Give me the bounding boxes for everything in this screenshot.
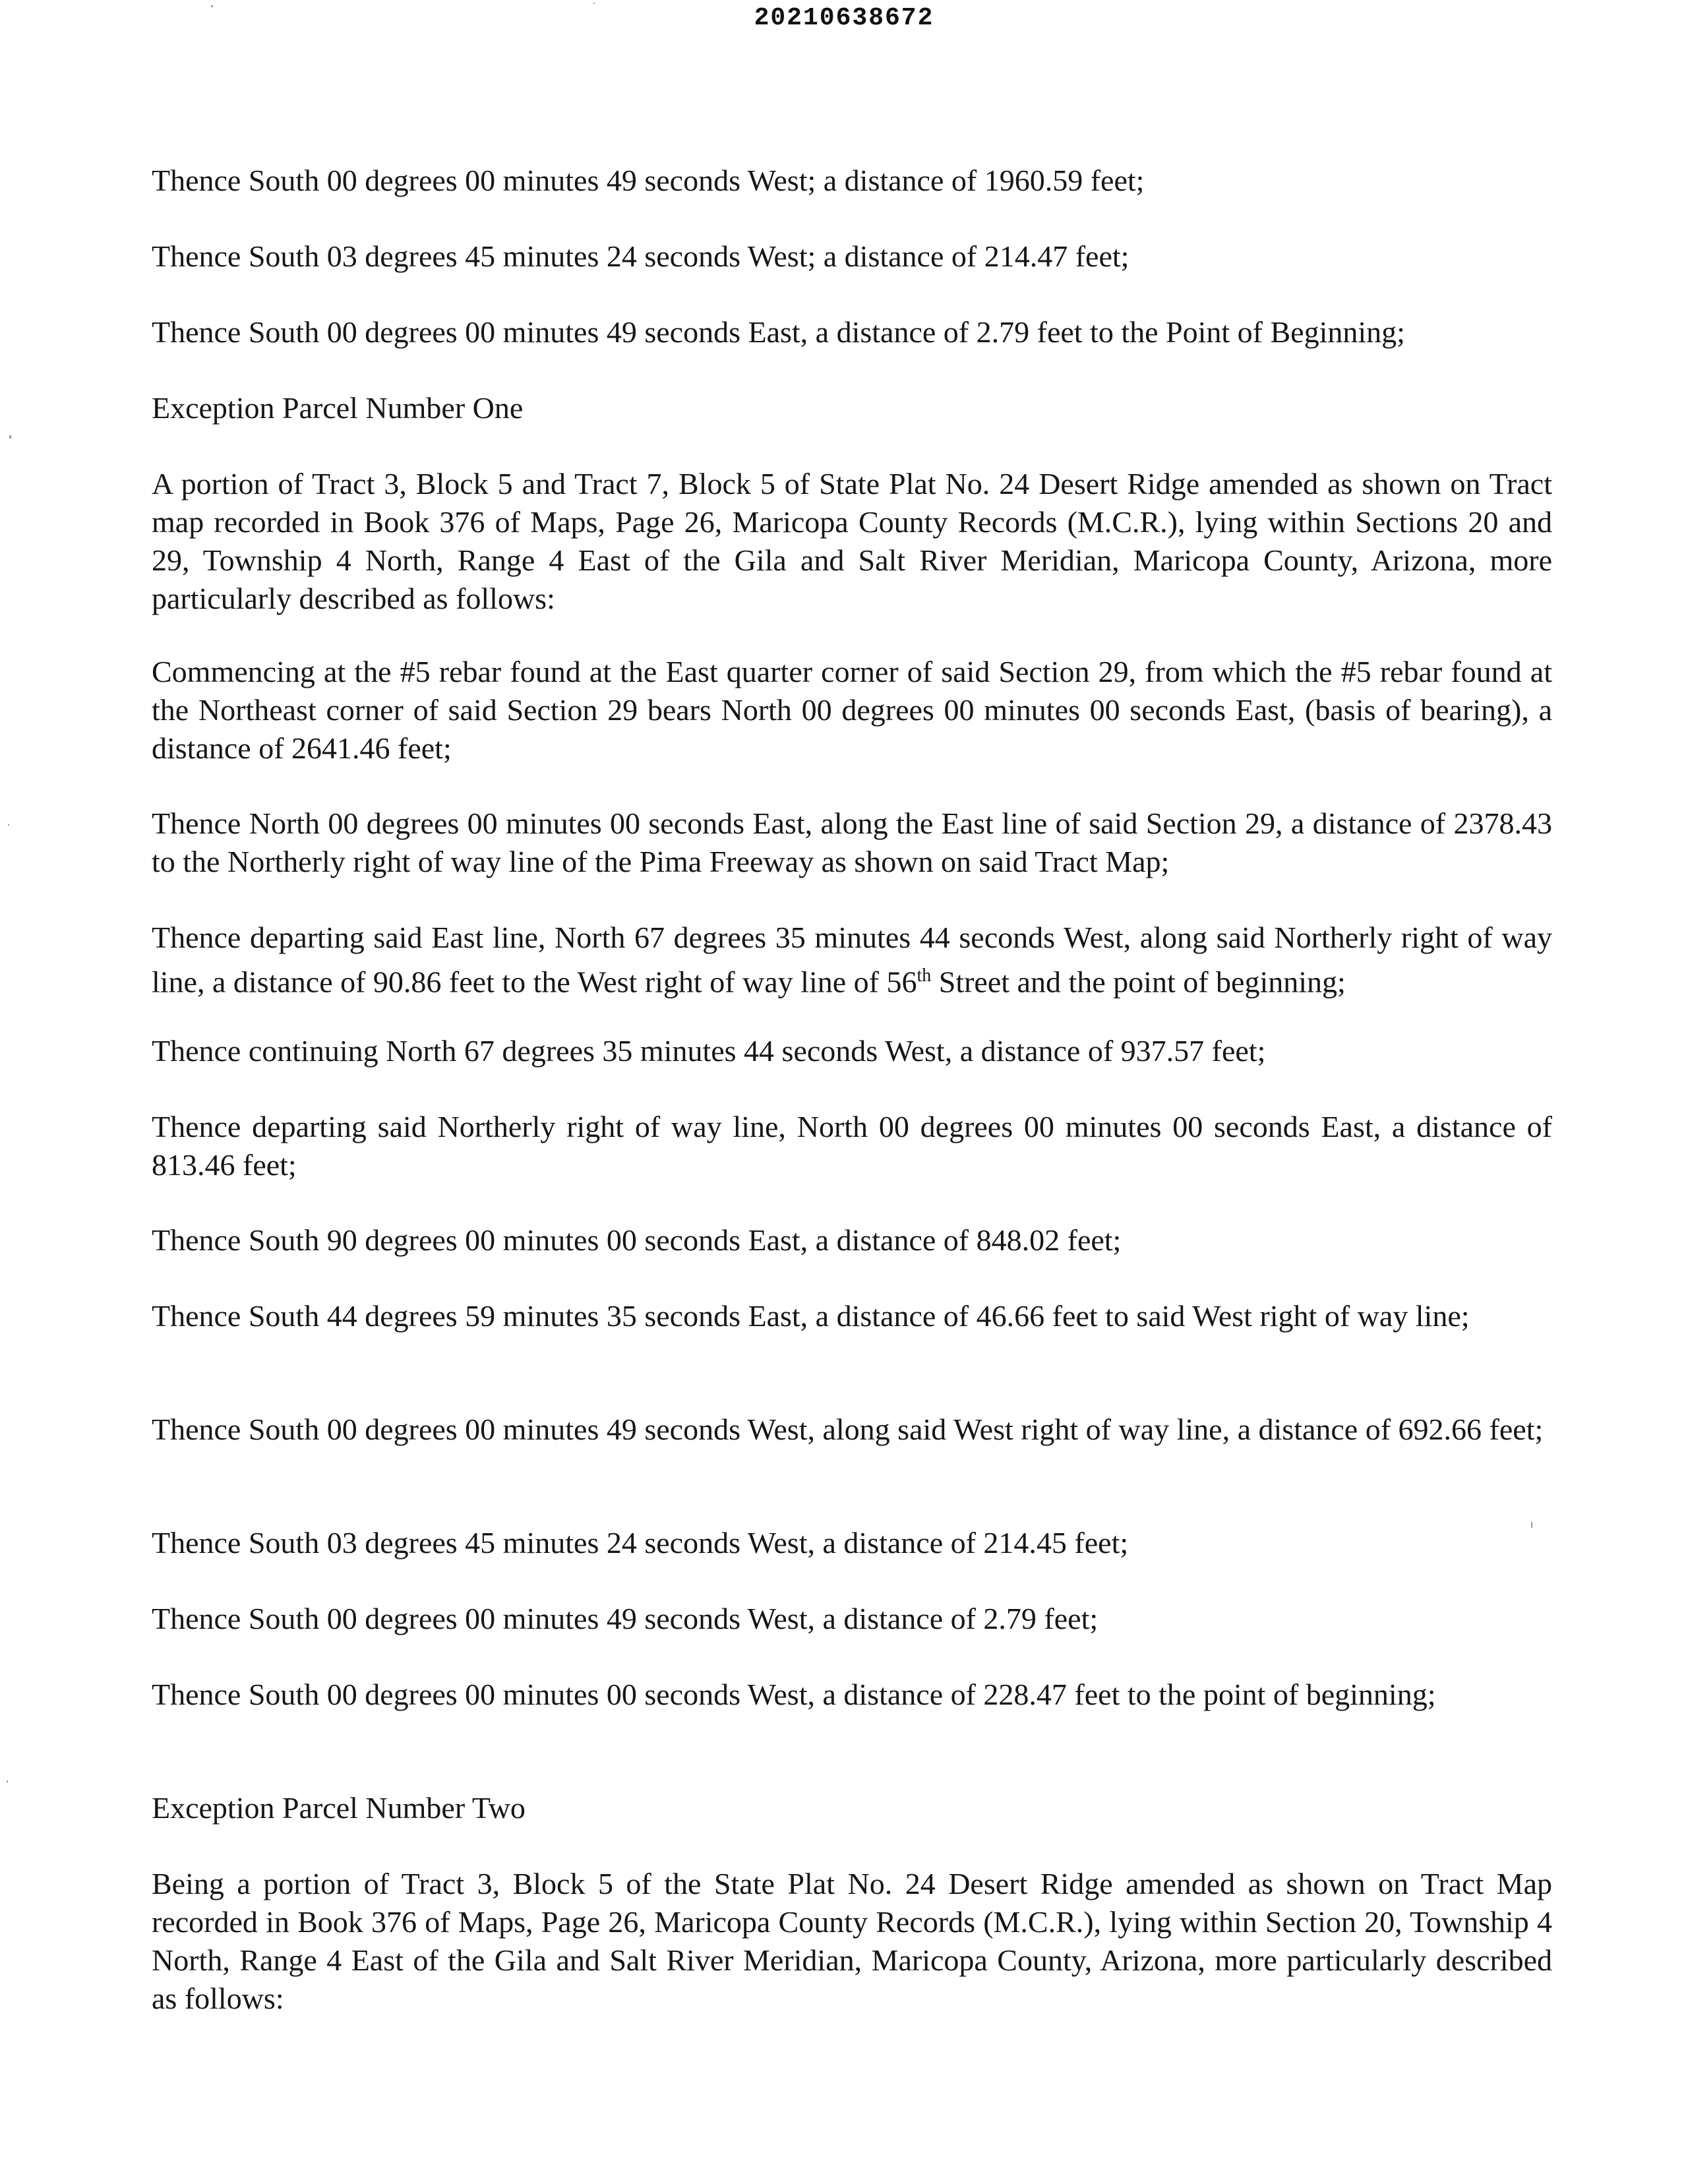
course-paragraph: Thence South 00 degrees 00 minutes 49 seconds West; a distance of 1960.59 feet;: [152, 164, 1145, 197]
course-paragraph: Thence South 03 degrees 45 minutes 24 seconds West, a distance of 214.45 feet;: [152, 1526, 1129, 1560]
exception-parcel-two-heading: Exception Parcel Number Two: [152, 1791, 526, 1825]
course-paragraph: Thence North 00 degrees 00 minutes 00 seconds East, along the East line of said Section 29, a distance of 2378.43 to the Northerly right of way line of the Pima Freeway as shown on said Tract Map;: [152, 806, 1552, 878]
recording-number: 20210638672: [754, 4, 934, 32]
course-paragraph: Thence South 03 degrees 45 minutes 24 seconds West; a distance of 214.47 feet;: [152, 239, 1130, 273]
scan-speck: [211, 5, 213, 7]
course-paragraph: Thence continuing North 67 degrees 35 minutes 44 seconds West, a distance of 937.57 feet;: [152, 1034, 1266, 1068]
course-paragraph: Thence South 00 degrees 00 minutes 49 seconds West, along said West right of way line, a distance of 692.66 feet;: [152, 1412, 1544, 1446]
course-paragraph: Thence South 90 degrees 00 minutes 00 seconds East, a distance of 848.02 feet;: [152, 1223, 1122, 1257]
ordinal-suffix: th: [917, 965, 932, 986]
commencement-paragraph: Commencing at the #5 rebar found at the East quarter corner of said Section 29, from which the #5 rebar found at the Northeast corner of said Section 29 bears North 00 degrees 00 minutes 00 seconds East, (basis of bearing), a distance of 2641.46 feet;: [152, 655, 1552, 765]
scan-speck: [8, 824, 9, 826]
course-paragraph: Thence departing said Northerly right of way line, North 00 degrees 00 minutes 00 seconds East, a distance of 813.46 feet;: [152, 1110, 1552, 1182]
course-text-end: Street and the point of beginning;: [931, 965, 1346, 999]
parcel-description: Being a portion of Tract 3, Block 5 of the State Plat No. 24 Desert Ridge amended as shown on Tract Map recorded in Book 376 of Maps, Page 26, Maricopa County Records (M.C.R.), lying within Section 20, Township 4 North, Range 4 East of the Gila and Salt River Meridian, Maricopa County, Arizona, more particularly described as follows:: [152, 1867, 1552, 2015]
course-paragraph: [152, 919, 1552, 1001]
scan-speck: [1531, 1522, 1532, 1528]
parcel-description: A portion of Tract 3, Block 5 and Tract 7, Block 5 of State Plat No. 24 Desert Ridge amended as shown on Tract map recorded in Book 376 of Maps, Page 26, Maricopa County Records (M.C.R.), lying within Sections 20 and 29, Township 4 North, Range 4 East of the Gila and Salt River Meridian, Maricopa County, Arizona, more particularly described as follows:: [152, 467, 1552, 615]
course-text-start: Thence departing said East line, North 67 degrees 35 minutes 44 seconds West, along said Northerly right of way line, a distance of 90.86 feet to the West right of way line of 56: [152, 921, 1552, 999]
scan-speck: [9, 435, 11, 439]
scan-speck: [7, 1780, 8, 1782]
scan-speck: [593, 3, 595, 4]
course-paragraph: Thence South 00 degrees 00 minutes 00 seconds West, a distance of 228.47 feet to the point of beginning;: [152, 1678, 1436, 1711]
course-paragraph: Thence South 00 degrees 00 minutes 49 seconds West, a distance of 2.79 feet;: [152, 1602, 1099, 1635]
course-paragraph: Thence South 00 degrees 00 minutes 49 seconds East, a distance of 2.79 feet to the Point of Beginning;: [152, 315, 1405, 349]
exception-parcel-one-heading: Exception Parcel Number One: [152, 391, 524, 425]
course-paragraph: Thence South 44 degrees 59 minutes 35 seconds East, a distance of 46.66 feet to said West right of way line;: [152, 1299, 1470, 1333]
